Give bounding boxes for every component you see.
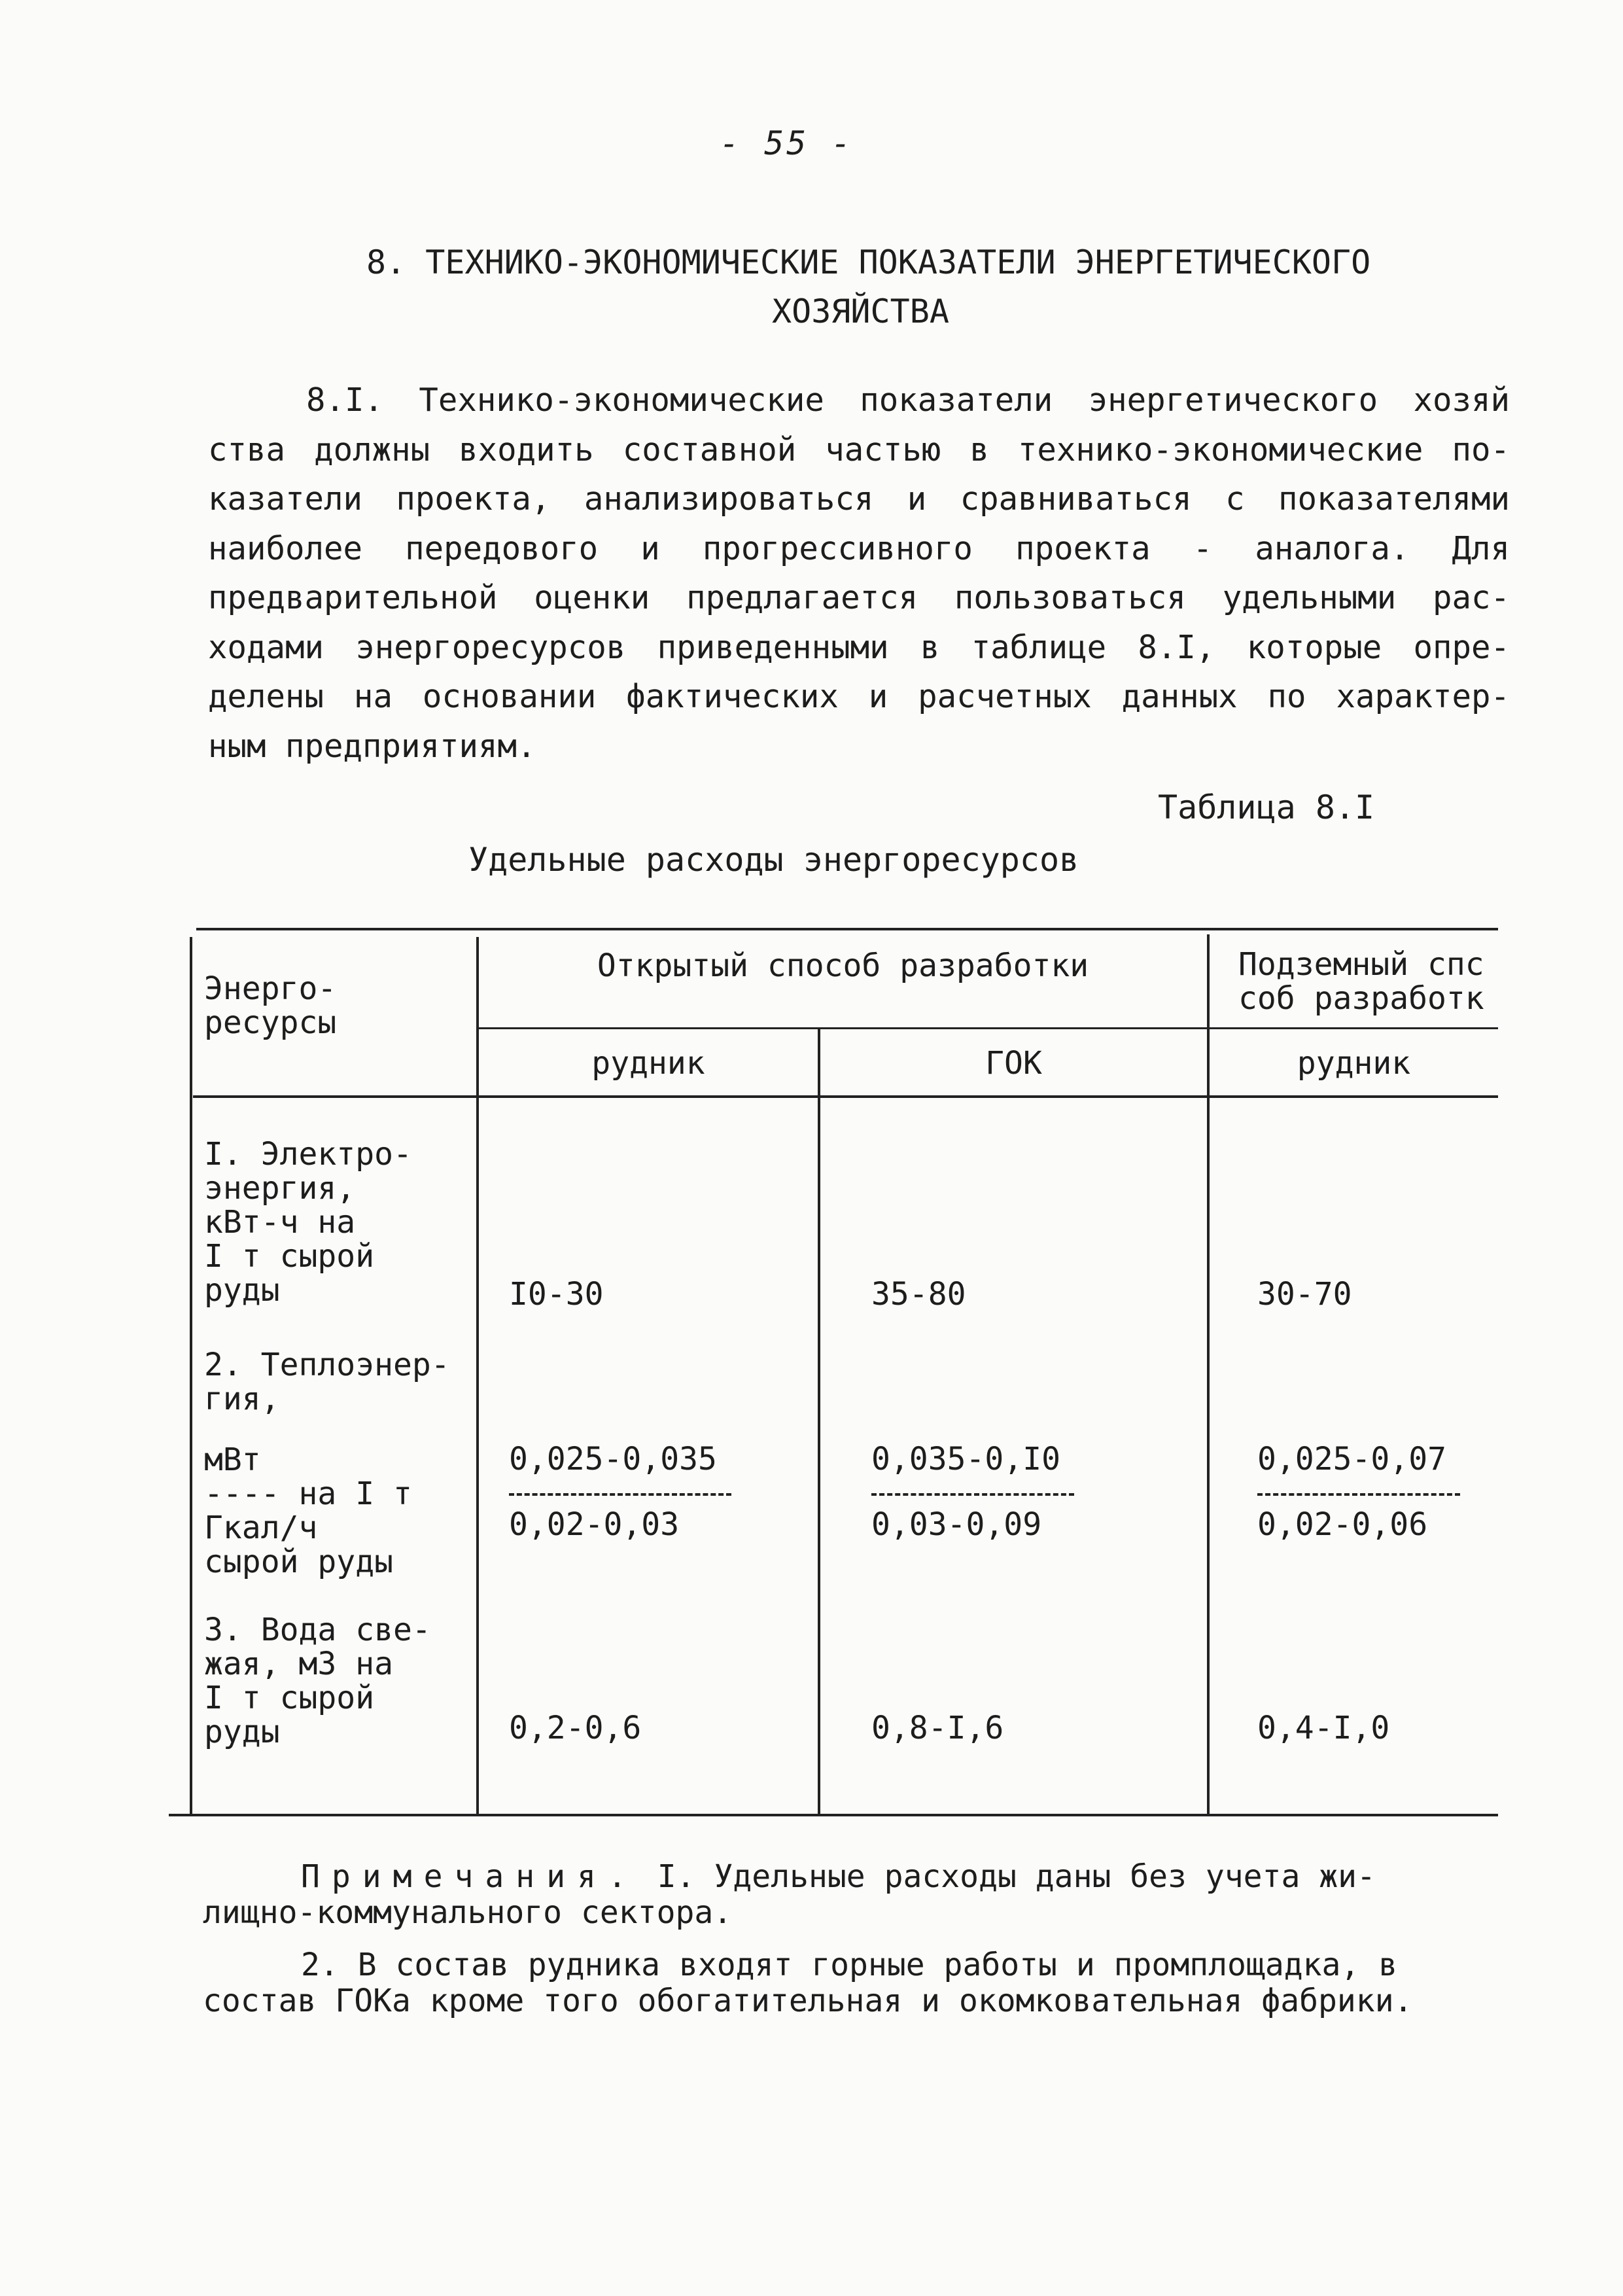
intro-paragraph [208,376,1510,771]
paragraph-line: ходами энергоресурсов приведенными в таблице 8.I, которые опре- [208,628,1510,666]
heat-numerator-mine-open: 0,025-0,035 [509,1441,717,1477]
value-water-gok: 0,8-I,6 [871,1710,1004,1746]
header-col-mine-open: рудник [591,1045,705,1082]
paragraph-line: делены на основании фактических и расчетных данных по характер- [208,678,1510,715]
note-2-continued: состав ГОКа кроме того обогатительная и окомковательная фабрики. [203,1983,1413,2019]
fraction-bar [1257,1493,1460,1496]
note-1: Примечания. I. Удельные расходы даны без учета жи- [301,1858,1376,1895]
row-label-heat-units: мВт ---- на I т Гкал/ч сырой руды [204,1441,412,1580]
heat-numerator-gok: 0,035-0,I0 [871,1441,1060,1477]
row-label-electricity: I. Электро- энергия, кВт-ч на I т сырой руды [204,1136,412,1309]
heat-numerator-mine-underground: 0,025-0,07 [1257,1441,1446,1477]
value-electricity-gok: 35-80 [871,1276,966,1313]
table-left-rule [190,937,192,1814]
table-label: Таблица 8.I [1158,788,1375,826]
fraction-bar [509,1493,731,1496]
fraction-bar [871,1493,1074,1496]
header-col-gok: ГОК [985,1045,1042,1082]
table-header-bottom-rule [193,1095,1498,1098]
table-header-subrule [479,1027,1498,1029]
value-water-mine-open: 0,2-0,6 [509,1710,642,1746]
paragraph-line: ным предприятиям. [208,727,536,765]
notes-heading: Примечания. [301,1858,638,1895]
value-electricity-mine-open: I0-30 [509,1276,604,1313]
header-underground-method: Подземный спс соб разработк [1238,946,1484,1017]
section-title: 8. ТЕХНИКО-ЭКОНОМИЧЕСКИЕ ПОКАЗАТЕЛИ ЭНЕРГЕТИЧЕСКОГО [366,243,1371,281]
row-label-heat: 2. Теплоэнер- гия, [204,1347,450,1417]
value-water-mine-underground: 0,4-I,0 [1257,1710,1390,1746]
table-bottom-rule [169,1814,1498,1816]
paragraph-line: 8.I. Технико-экономические показатели энергетического хозяй [306,381,1510,419]
value-electricity-mine-underground: 30-70 [1257,1276,1352,1313]
note-1-continued: лищно-коммунального сектора. [203,1894,733,1931]
paragraph-line: ства должны входить составной частью в технико-экономические по- [208,431,1510,468]
header-resources: Энерго- ресурсы [204,970,337,1041]
paragraph-line: казатели проекта, анализироваться и сравниваться с показателями [208,480,1510,518]
table-top-rule [196,928,1498,930]
section-title-continued: ХОЗЯЙСТВА [772,292,949,330]
paragraph-line: предварительной оценки предлагается пользоваться удельными рас- [208,579,1510,616]
table-col2-rule [818,1027,820,1814]
note-2: 2. В состав рудника входят горные работы и промплощадка, в [301,1947,1398,1983]
heat-denominator-mine-underground: 0,02-0,06 [1257,1506,1428,1543]
table-title: Удельные расходы энергоресурсов [468,841,1079,879]
header-open-method: Открытый способ разработки [597,947,1089,984]
heat-denominator-mine-open: 0,02-0,03 [509,1506,680,1543]
header-col-mine-underground: рудник [1297,1045,1411,1082]
heat-denominator-gok: 0,03-0,09 [871,1506,1042,1543]
paragraph-line: наиболее передового и прогрессивного проекта - аналога. Для [208,529,1510,567]
page-number: - 55 - [720,124,854,162]
row-label-water: 3. Вода све- жая, м3 на I т сырой руды [204,1612,431,1750]
